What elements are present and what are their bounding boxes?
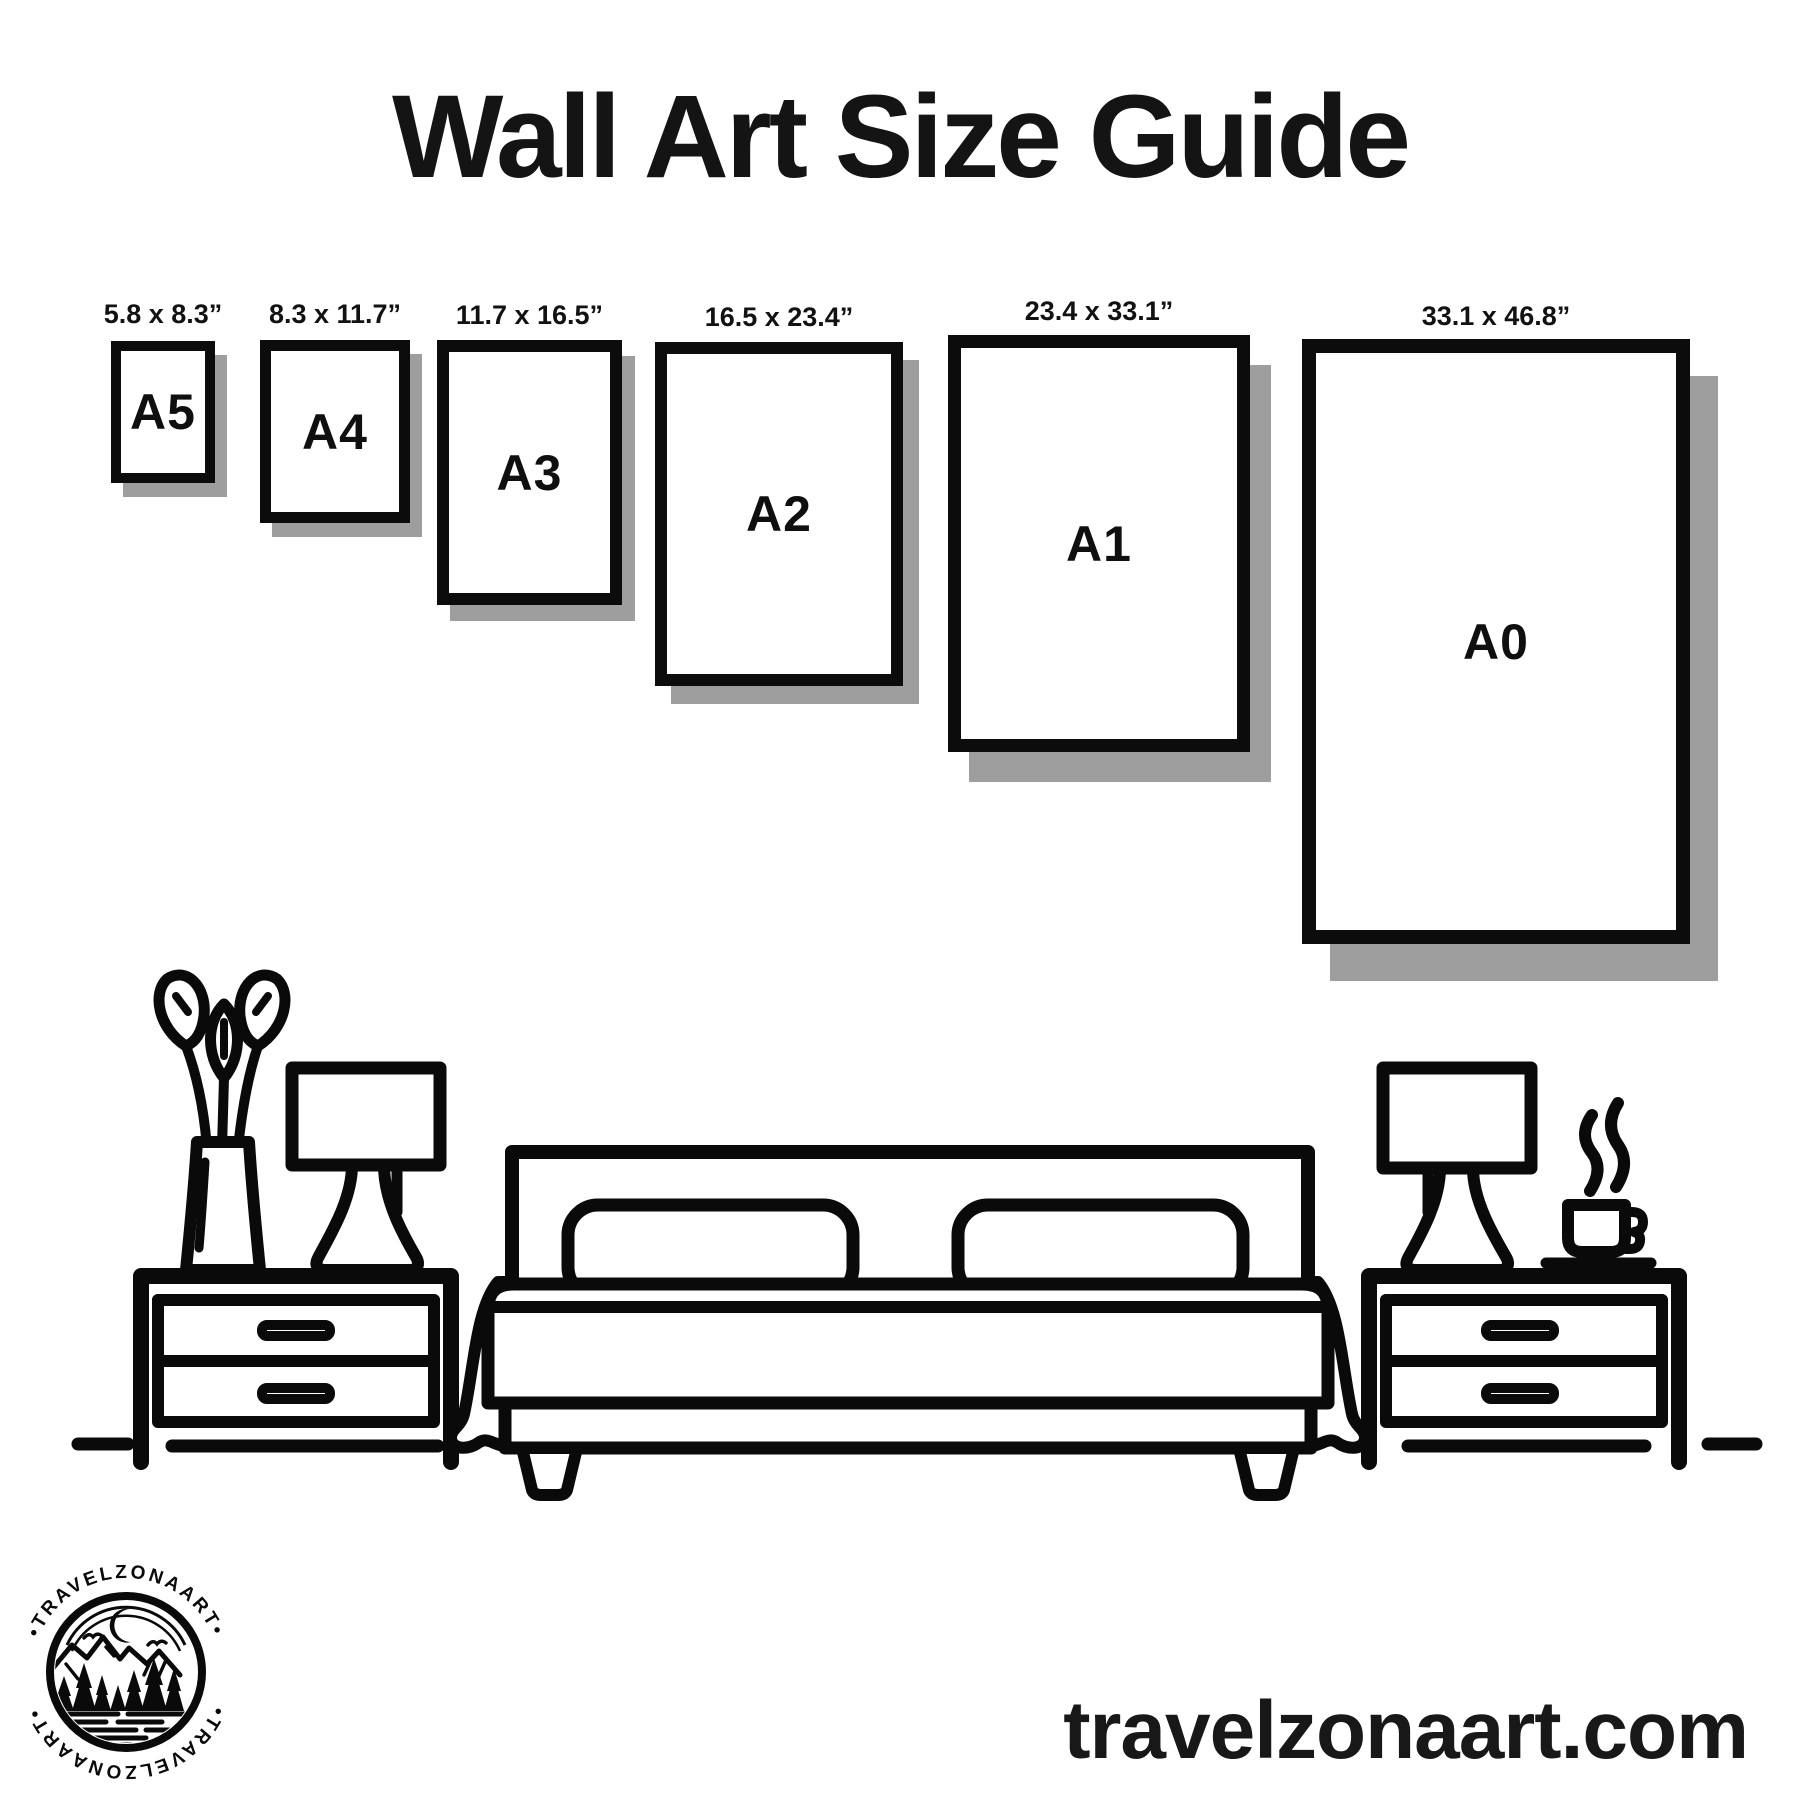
drawer-handle-icon	[1486, 1325, 1554, 1336]
frame-dimension-label: 23.4 x 33.1”	[1024, 296, 1174, 326]
drawer-handle-icon	[1486, 1388, 1554, 1399]
steam-icon	[1611, 1103, 1624, 1187]
drawer-handle-icon	[262, 1325, 330, 1336]
frame-size-label: A5	[130, 384, 196, 440]
bed-foot-icon	[1239, 1448, 1294, 1495]
bed-foot-icon	[522, 1448, 577, 1495]
brand-logo-badge	[6, 1548, 242, 1798]
frame-size-label: A0	[1463, 613, 1529, 670]
frame-size-label: A4	[302, 403, 368, 460]
badge-ring-text-bottom: •TRAVELZONAART•	[23, 1703, 229, 1783]
steam-icon	[1585, 1115, 1598, 1191]
page-title: Wall Art Size Guide	[391, 71, 1409, 203]
frame-size-label: A3	[496, 444, 563, 501]
table-lamp-left-illustration	[292, 1068, 440, 1270]
plant-vase-illustration	[159, 975, 285, 1270]
frame-dimension-label: 33.1 x 46.8”	[1421, 301, 1571, 331]
lamp-shade-icon	[1383, 1068, 1531, 1168]
frame-dimension-label: 8.3 x 11.7”	[268, 299, 402, 329]
nightstand-right-illustration	[1369, 1276, 1679, 1462]
lamp-shade-icon	[292, 1068, 440, 1165]
frame-dimension-label: 16.5 x 23.4”	[704, 302, 854, 332]
table-lamp-right-illustration	[1383, 1068, 1531, 1270]
frame-size-label: A2	[746, 486, 812, 542]
frame-dimension-label: 5.8 x 8.3”	[103, 299, 223, 329]
coffee-cup-illustration	[1546, 1103, 1651, 1263]
website-url: travelzonaart.com	[1063, 1685, 1748, 1776]
drawer-handle-icon	[262, 1388, 330, 1399]
frame-size-label: A1	[1066, 515, 1132, 572]
frame-dimension-label: 11.7 x 16.5”	[455, 300, 604, 330]
bed-illustration	[451, 1152, 1365, 1495]
badge-ring-text-top: •TRAVELZONAART•	[23, 1561, 229, 1641]
nightstand-left-illustration	[141, 1276, 451, 1462]
